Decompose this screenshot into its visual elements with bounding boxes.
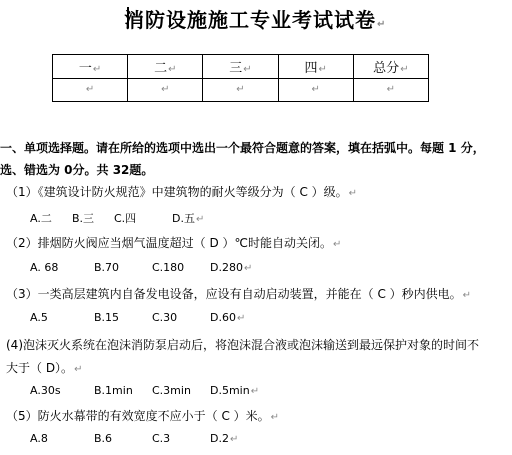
question-3: （3）一类高层建筑内自备发电设备，应设有自动启动装置，并能在（ C ）秒内供电。↵: [6, 287, 472, 301]
score-value-cell[interactable]: ↵: [53, 78, 128, 102]
question-5: （5）防火水幕带的有效宽度不应小于（ C ）米。↵: [6, 409, 280, 423]
option-a: A.30s: [30, 384, 61, 397]
option-a: A.8: [30, 432, 48, 445]
section-line-1: 一、单项选择题。请在所给的选项中选出一个最符合题意的答案，填在括弧中。每题 1 分，: [0, 141, 485, 155]
option-d: D.五: [172, 212, 195, 225]
option-c: C.180: [152, 261, 185, 274]
option-c: C.四: [114, 212, 137, 225]
question-4: (4)泡沫灭火系统在泡沫消防泵启动后，将泡沫混合液或泡沫输送到最远保护对象的时间不: [6, 338, 480, 352]
question-2-options: A. 68 B.70 C.180 D.280↵: [30, 261, 253, 274]
option-d: D.2: [210, 432, 229, 445]
option-a: A.5: [30, 311, 48, 324]
exam-title: 消防设施施工专业考试试卷↵: [124, 8, 387, 32]
option-a: A.二: [30, 212, 52, 225]
option-b: B.6: [94, 432, 113, 445]
score-value-cell[interactable]: ↵: [353, 78, 428, 102]
score-header-row: [53, 55, 429, 79]
option-b: B.70: [94, 261, 120, 274]
question-4-continued: 大于（ D）。↵: [6, 361, 83, 375]
score-header-cell: 二↵: [128, 55, 203, 79]
option-b: B.15: [94, 311, 120, 324]
score-value-cell[interactable]: ↵: [203, 78, 278, 102]
option-c: C.3min: [152, 384, 191, 397]
option-b: B.三: [72, 212, 95, 225]
score-table: [52, 54, 429, 102]
question-5-options: A.8 B.6 C.3 D.2↵: [30, 432, 239, 445]
score-header-cell: 一↵: [53, 55, 128, 79]
option-d: D.280: [210, 261, 243, 274]
option-c: C.30: [152, 311, 178, 324]
option-c: C.3: [152, 432, 171, 445]
score-value-cell[interactable]: ↵: [128, 78, 203, 102]
option-a: A. 68: [30, 261, 59, 274]
option-d: D.60: [210, 311, 236, 324]
option-d: D.5min: [210, 384, 250, 397]
question-4-options: A.30s B.1min C.3min D.5min↵: [30, 384, 260, 397]
question-1: （1）《建筑设计防火规范》中建筑物的耐火等级分为（ C ）级。↵: [6, 185, 358, 199]
score-header-cell: 总分↵: [353, 55, 428, 79]
option-b: B.1min: [94, 384, 133, 397]
question-1-options: A.二 B.三 C.四 D.五↵: [30, 212, 205, 225]
score-value-cell[interactable]: ↵: [278, 78, 353, 102]
paragraph-mark-icon: ↵: [377, 19, 387, 30]
section-line-2: 选、错选为 0分。共 32题。: [0, 163, 154, 177]
section-instructions: [0, 137, 512, 181]
score-header-cell: 四↵: [278, 55, 353, 79]
question-2: （2）排烟防火阀应当烟气温度超过（ D ）℃时能自动关闭。↵: [6, 236, 342, 250]
score-value-row: [53, 78, 429, 102]
question-3-options: A.5 B.15 C.30 D.60↵: [30, 311, 246, 324]
score-header-cell: 三↵: [203, 55, 278, 79]
